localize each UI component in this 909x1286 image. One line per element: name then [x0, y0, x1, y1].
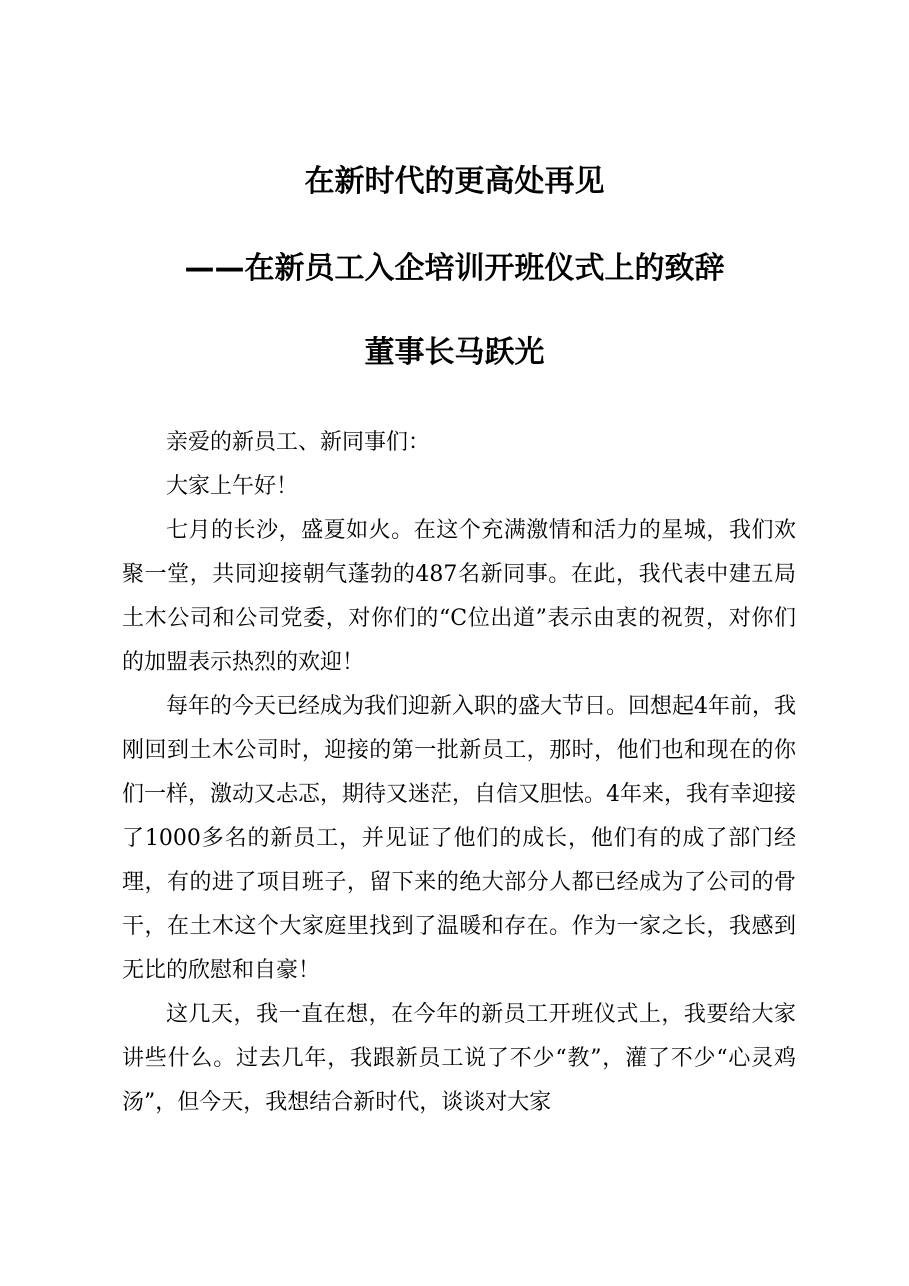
speech-body — [122, 421, 796, 1125]
paragraph: 这几天，我一直在想，在今年的新员工开班仪式上，我要给大家讲些什么。过去几年，我跟新员工说了不少“教”，灌了不少“心灵鸡汤”，但今天，我想结合新时代，谈谈对大家 — [122, 1002, 796, 1115]
greeting: 大家上午好！ — [166, 474, 299, 499]
document-author: 董事长马跃光 — [364, 335, 545, 370]
paragraph: 七月的长沙，盛夏如火。在这个充满激情和活力的星城，我们欢聚一堂，共同迎接朝气蓬勃的487名新同事。在此，我代表中建五局土木公司和公司党委，对你们的“C位出道”表示由衷的祝贺，对你们的加盟表示热烈的欢迎！ — [122, 518, 796, 675]
salutation: 亲爱的新员工、新同事们： — [166, 430, 431, 455]
document-title: 在新时代的更高处再见 — [304, 164, 605, 199]
document-subtitle: ——在新员工入企培训开班仪式上的致辞 — [184, 251, 725, 286]
paragraph: 每年的今天已经成为我们迎新入职的盛大节日。回想起4年前，我刚回到土木公司时，迎接的第一批新员工，那时，他们也和现在的你们一样，激动又忐忑，期待又迷茫，自信又胆怯。4年来，我有幸迎接了1000多名的新员工，并见证了他们的成长，他们有的成了部门经理，有的进了项目班子，留下来的绝大部分人都已经成为了公司的骨干，在土木这个大家庭里找到了温暖和存在。作为一家之长，我感到无比的欣慰和自豪！ — [122, 694, 796, 983]
